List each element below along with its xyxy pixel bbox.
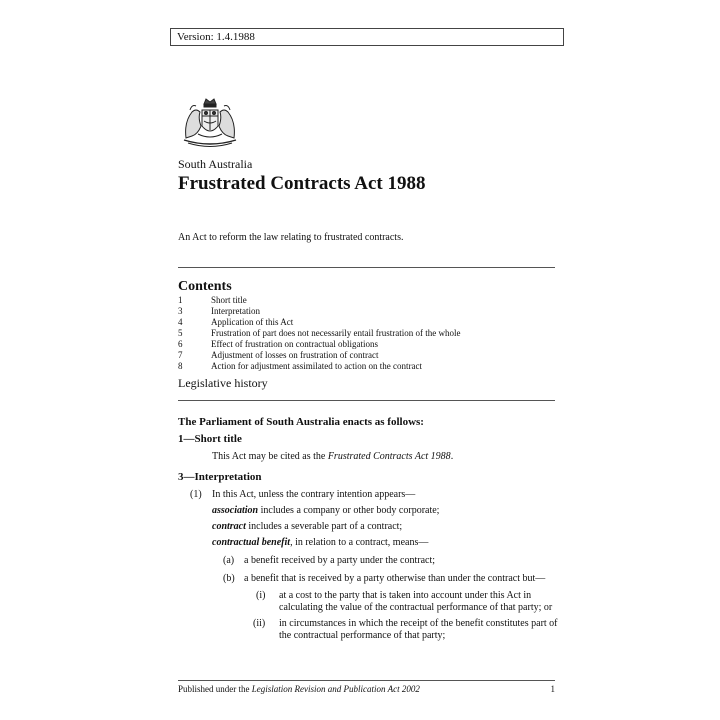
- subsection-text: In this Act, unless the contrary intention appears—: [212, 489, 416, 500]
- toc-item[interactable]: [178, 339, 555, 350]
- jurisdiction-label: South Australia: [178, 157, 253, 171]
- contents-heading: Contents: [178, 279, 232, 294]
- section-1-text: [212, 451, 453, 463]
- toc-item-number: 6: [178, 339, 183, 349]
- paragraph-number: (b): [223, 573, 235, 584]
- toc-item-label: Adjustment of losses on frustration of contract: [211, 350, 379, 360]
- subsection-number: (1): [190, 489, 202, 500]
- divider: [178, 267, 555, 268]
- subparagraph-number: (i): [256, 590, 266, 601]
- toc-item[interactable]: [178, 328, 555, 339]
- publication-note-text: Published under the: [178, 684, 252, 694]
- toc-item[interactable]: [178, 361, 555, 372]
- section-1-text-part: This Act may be cited as the: [212, 451, 328, 462]
- section-1-text-end: .: [450, 451, 454, 462]
- toc-item-number: 8: [178, 361, 183, 371]
- toc-item-number: 3: [178, 306, 183, 316]
- toc-item-number: 5: [178, 328, 183, 338]
- version-label: Version: 1.4.1988: [170, 28, 564, 46]
- section-3-heading: 3—Interpretation: [178, 471, 262, 483]
- table-of-contents: [178, 295, 555, 372]
- toc-item-label: Frustration of part does not necessarily entail frustration of the whole: [211, 328, 461, 338]
- paragraph-text: a benefit received by a party under the contract;: [244, 555, 436, 566]
- page-footer: [178, 684, 555, 694]
- divider: [178, 400, 555, 401]
- definition-contractual-benefit: [212, 537, 428, 549]
- toc-item-number: 4: [178, 317, 183, 327]
- toc-item[interactable]: [178, 350, 555, 361]
- coat-of-arms-emblem: [178, 96, 242, 150]
- definition-text: includes a company or other body corporate;: [258, 505, 440, 516]
- page-number: 1: [550, 684, 555, 694]
- publication-act-citation: Legislation Revision and Publication Act 2002: [251, 684, 420, 694]
- toc-item[interactable]: [178, 317, 555, 328]
- subparagraph-number: (ii): [253, 618, 266, 629]
- act-citation: Frustrated Contracts Act 1988: [327, 451, 451, 462]
- toc-item-number: 1: [178, 295, 183, 305]
- toc-item-label: Interpretation: [211, 306, 260, 316]
- definition-text: includes a severable part of a contract;: [245, 521, 403, 532]
- paragraph-number: (a): [223, 555, 235, 566]
- paragraph-text: a benefit that is received by a party otherwise than under the contract but—: [244, 573, 546, 584]
- toc-item[interactable]: [178, 295, 555, 306]
- subparagraph-text: in circumstances in which the receipt of the benefit constitutes part of the contractual performance of that party;: [279, 618, 558, 641]
- definition-text: , in relation to a contract, means—: [290, 537, 429, 548]
- toc-item-label: Short title: [211, 295, 247, 305]
- subparagraph-text: at a cost to the party that is taken into account under this Act in calculating the value of the contractual performance of that party; or: [279, 590, 553, 613]
- long-title: An Act to reform the law relating to frustrated contracts.: [178, 232, 404, 243]
- toc-item-label: Application of this Act: [211, 317, 294, 327]
- toc-item-label: Effect of frustration on contractual obligations: [211, 339, 379, 349]
- enacting-words: The Parliament of South Australia enacts as follows:: [178, 416, 424, 428]
- section-1-heading: 1—Short title: [178, 433, 242, 445]
- publication-note: [178, 684, 420, 694]
- defined-term: contract: [212, 521, 246, 532]
- act-title: Frustrated Contracts Act 1988: [178, 173, 426, 194]
- toc-item-number: 7: [178, 350, 183, 360]
- toc-item[interactable]: [178, 306, 555, 317]
- footer-divider: [178, 680, 555, 681]
- definition-contract: [212, 521, 402, 533]
- toc-item-label: Action for adjustment assimilated to action on the contract: [211, 361, 422, 371]
- defined-term: contractual benefit: [212, 537, 291, 548]
- definition-association: [212, 505, 439, 517]
- legislative-history-link[interactable]: Legislative history: [178, 376, 268, 390]
- defined-term: association: [212, 505, 259, 516]
